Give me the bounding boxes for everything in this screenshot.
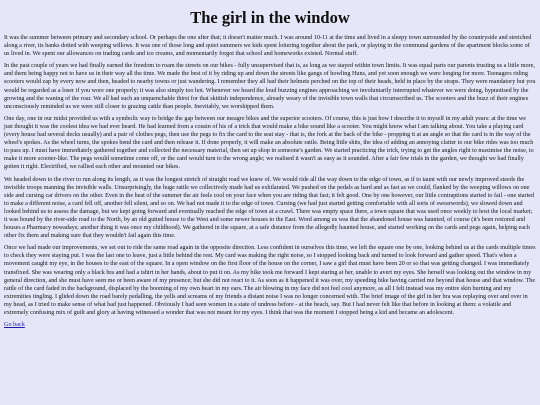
story-paragraph-3: One day, one in our midst provided us with a symbolic way to bridge the gap between our meagre bikes and the superior scooters. Of course, this is just how I describe it to myself in my adult years: at the time we just thought it was the coolest idea we had ever heard. He had learned from a cousin of his of a trick that would make a bike sound like a scooter. You might know what I am talking about. You take a playing card (every house had several decks usually) and a pair of clothes pegs, then use the pegs to fix the card to the seat stay - that is, the fork at the back of the bike - propping it at an angle so that the card is in the way of the wheel's spokes. As the wheel turns, the spokes bend the card and then release it. If done properly, it will make an absolute rattle. Being little shits, the idea of adding an annoying clatter to our bike rides was too much to pass up. I must have immediately gathered together and collected the necessary material, then set up shop in someone's garden. We started practicing the trick, trying to get the angles right to maximise the noise, to make it more scooter-like. The pegs would sometime come off, or the card would turn to the wrong angle; we realised it wasn't as easy as it sounded. After a fair few trials in the garden, we thought we had finally gotten it right. Electrified, we rallied each other and mounted our bikes.	[4, 115, 534, 171]
go-back-link[interactable]: Go back	[4, 321, 25, 329]
page-title: The girl in the window	[190, 8, 350, 27]
story-paragraph-4: We headed down to the river to run along its length, as it was the longest stretch of straight road we knew of. We would ride all the way down to the edge of town, as if to taunt with our newly improved steeds the invisible troops manning the invisible walls. Unsurprisingly, the huge rattle we collectively made had us exhilarated. We pushed on the pedals as hard and as fast as we could, flanked by the weeping willows on one side and cursing car drivers on the other. Even in the heat of the summer the air feels cool on your face when you are riding that fast; it felt good. One by one however, our little contraptions started to fail - one started to make a different noise, a card fell off, another fell silent, and so on. We had not made it to the edge of town. Cursing (we had just started getting comfortable with all sorts of swearwords), we slowed down and looked behind us to assess the damage, but we kept going forward and eventually reached the edge of town at a crawl. There was empty space there, a town square that was used once weekly to host the local market; it was bound by the river-side road to the North, by an old gutted house to the West and some newer houses to the East. Word among us was that the abandoned house was haunted, of course (it's been restored and houses a Pharmacy nowadays; another thing it was once my childhood). We gathered in the square, at a safe distance from the allegedly haunted house, and started working on the cards and pegs again, helping each other fix them and making sure that they wouldn't fail again this time.	[4, 176, 535, 240]
story-paragraph-1: It was the summer between primary and secondary school. Or perhaps the one after that; it doesn't matter much. I was around 10-11 at the time and lived in a sleepy town surrounded by the countryside and stretched along a river, its banks dotted with weeping willows. It was one of those long and quiet summers we kids spent loitering together about the park, or playing in the communal gardens of the apartment blocks some of us lived in. We spent our allowances on trading cards and ice creams, and momentarily forgot that school and homeworks existed. Normal stuff.	[4, 35, 532, 58]
story-paragraph-5: Once we had made our improvements, we set out to ride the same road again in the opposite direction. Less confident in ourselves this time, we left the square one by one, looking behind us at the cards multiple times to check they were staying put. I was the last one to leave, just a little behind the rest. My card was making the right noise, so I stopped looking back and turned to look forward and gather speed. That's when a movement caught my eye, in the houses to the east of the square. In a open window on the first floor of the house on the corner, I saw a girl that must have been 20 or so that was getting changed. I was immediately transfixed. She was wearing only a black bra and had a tshirt in her hands, about to put it on. As my bike took me forward I kept staring at her, unable to avert my eyes. She herself was looking out the window in my general direction, and she must have seen me or been aware of my presence; but she did not react to it. As soon as it happened it was over, my speeding bike having carried me beyond that house and that window. The rattle of the card faded in the background, displaced by the booming of my own heart in my ears. The air blowing in my face did not feel cool anymore, as all I felt instead was my entire skin burning and my extremities tingling. I glided down the road barely pedalling, the yells and screams of my friends a distant noise I was no longer concerned with. The brief image of the girl in her bra was replaying over and over in my head, as I tried to make sense of what had just happened. Obviously I had seen women in a state of undress before - at the beach, say. But I had never felt like that before in looking at them: a volatile and extremely confusing mix of guilt and glory at having witnessed a wonder that was not meant for my eyes. I think that was the moment I stopped being a kid and became an adolescent.	[4, 245, 536, 316]
story-paragraph-2: In the past couple of years we had finally earned the freedom to roam the streets on our bikes - fully unsupervised that is, as long as we stayed within town limits. It was equal parts our parents trusting us a little more, and them being happy not to have us in their way all the time. We made the best of it by riding up and down the streets like gangs of howling Huns, and yet soon enough we were longing for more. Teenagers riding scooters would zap by every now and then, headed to nearby towns or just wandering. I remember they all had their helmets perched on the top of their heads, held in place by the straps. They were mandatory but you would be regarded as a loser if you wore one properly; it was also simply too hot. Whenever we heard the loud buzzing engines approaching we involuntarily interrupted whatever we were doing, hypnotised by the growing and the waning of the roar. We all had such an unquenchable thirst for that skittish independence, already weary of the invisible town walls that circumscribed us. The scooters and the buzz of their engines unconsciously reminded us we were still closer to grazing cattle than people. Inevitably, we worshipped them.	[4, 63, 536, 110]
